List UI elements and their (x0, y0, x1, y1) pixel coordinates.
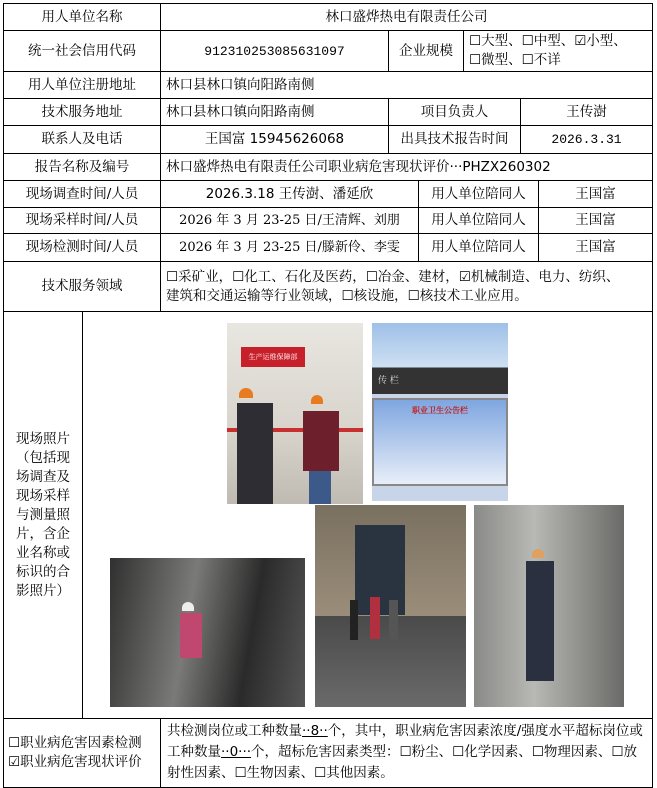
contact-value: 王国富 15945626068 (160, 125, 389, 154)
result-text-2: 个，其中，职业病危害因素浓度/强度水平超标岗位或工种数量 (167, 723, 643, 760)
photo-board-header: 传 栏 (378, 376, 399, 386)
option-status-evaluation[interactable]: ☑职业病危害现状评价 (8, 754, 142, 770)
testing-label: 现场检测时间/人员 (3, 233, 161, 262)
photo-survey-group (227, 323, 363, 504)
reg-address-value: 林口县林口镇向阳路南侧 (160, 71, 653, 99)
testing-companion: 王国富 (538, 233, 653, 262)
survey-label: 现场调查时间/人员 (3, 180, 161, 208)
scale-options-line1[interactable]: ☐大型、☐中型、☑小型、 (469, 33, 627, 49)
scale-options-line2[interactable]: ☐微型、☐不详 (469, 52, 561, 68)
sampling-label: 现场采样时间/人员 (3, 207, 161, 234)
sampling-companion: 王国富 (538, 207, 653, 234)
enterprise-scale-options (463, 30, 653, 72)
unit-name-value: 林口盛烨热电有限责任公司 (160, 3, 653, 31)
photo-building-group (315, 505, 466, 707)
tested-count: ··8·· (302, 723, 328, 739)
scale-label: 企业规模 (388, 30, 464, 72)
result-type-options (3, 718, 161, 788)
report-time-label: 出具技术报告时间 (388, 125, 521, 154)
manager-label: 项目负责人 (388, 98, 521, 126)
result-text-1: 共检测岗位或工种数量 (167, 723, 302, 739)
domain-line1[interactable]: ☐采矿业，☐化工、石化及医药，☐冶金、建材，☑机械制造、电力、纺织、 (166, 268, 620, 285)
photo-measurement (474, 505, 624, 707)
photo-notice-board (372, 323, 508, 501)
sampling-value: 2026 年 3 月 23-25 日/王清辉、刘朋 (160, 207, 419, 234)
reg-address-label: 用人单位注册地址 (3, 71, 161, 99)
result-text-3: 个，超标危害因素类型：☐粉尘、☐化学因素、☐物理因素、☐放射性因素、☐生物因素、☐其他因素。 (167, 744, 637, 781)
report-time-value: 2026.3.31 (520, 125, 653, 154)
survey-companion: 王国富 (538, 180, 653, 208)
service-address-value: 林口县林口镇向阳路南侧 (160, 98, 389, 126)
sampling-companion-label: 用人单位陪同人 (418, 207, 539, 234)
domain-options (160, 261, 653, 312)
result-summary (160, 718, 653, 788)
credit-code-label: 统一社会信用代码 (3, 30, 161, 72)
exceeding-count: ··0··· (221, 744, 252, 760)
report-value: 林口盛烨热电有限责任公司职业病危害现状评价···PHZX260302 (160, 153, 653, 181)
domain-line2[interactable]: 建筑和交通运输等行业领域，☐核设施，☐核技术工业应用。 (166, 287, 528, 304)
option-factor-testing[interactable]: ☐职业病危害因素检测 (8, 735, 142, 751)
manager-value: 王传澍 (520, 98, 653, 126)
photo-workshop-sampling (110, 558, 305, 707)
report-label: 报告名称及编号 (3, 153, 161, 181)
survey-companion-label: 用人单位陪同人 (418, 180, 539, 208)
photos-label: 现场照片（包括现场调查及现场采样与测量照片，含企业名称或标识的合影照片） (3, 311, 83, 719)
testing-value: 2026 年 3 月 23-25 日/滕新伶、李雯 (160, 233, 419, 262)
contact-label: 联系人及电话 (3, 125, 161, 154)
domain-label: 技术服务领域 (3, 261, 161, 312)
service-address-label: 技术服务地址 (3, 98, 161, 126)
credit-code-value: 912310253085631097 (160, 30, 389, 72)
testing-companion-label: 用人单位陪同人 (418, 233, 539, 262)
unit-name-label: 用人单位名称 (3, 3, 161, 31)
survey-value: 2026.3.18 王传澍、潘延欣 (160, 180, 419, 208)
photo-sign: 生产运维保障部 (241, 347, 305, 367)
photo-board-title: 职业卫生公告栏 (412, 406, 468, 415)
